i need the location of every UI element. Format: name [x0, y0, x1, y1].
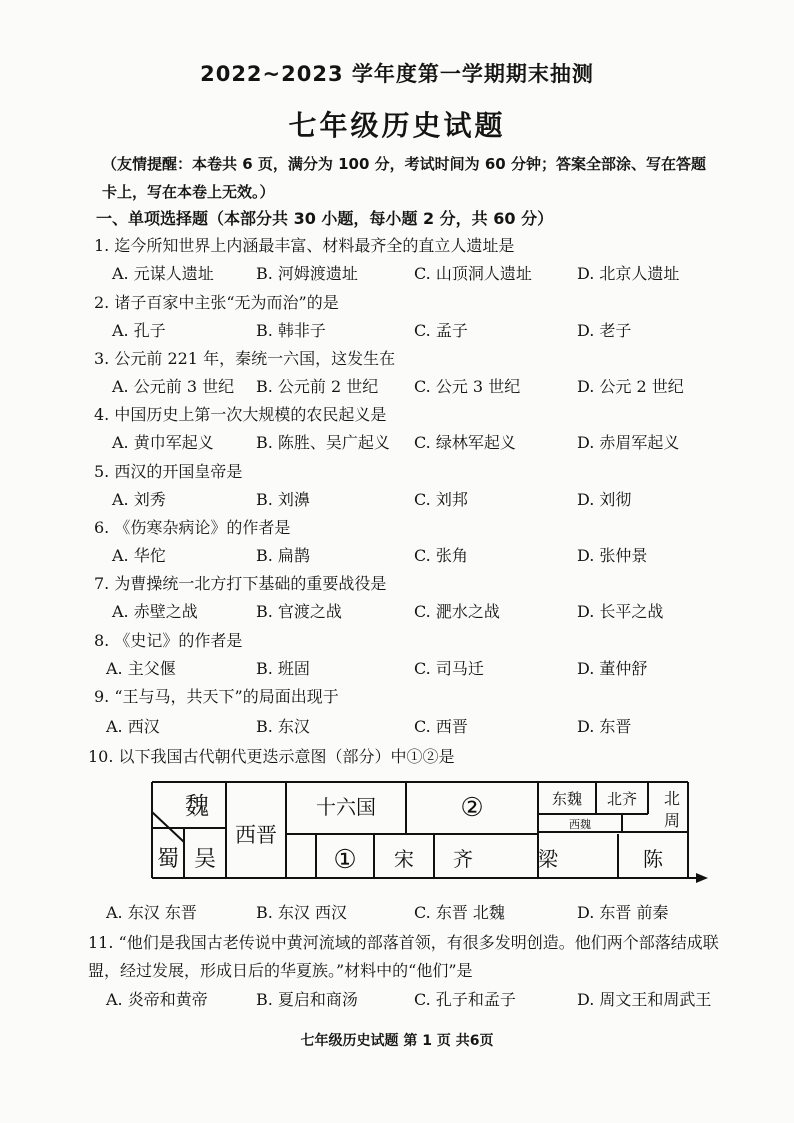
option-b: B. 刘濞 — [256, 490, 310, 509]
option-b: B. 扁鹊 — [256, 546, 310, 565]
option-a: A. 西汉 — [106, 717, 160, 736]
option-a: A. 东汉 东晋 — [106, 903, 197, 922]
dynasty-succession-diagram — [140, 778, 710, 888]
option-a: A. 孔子 — [112, 321, 166, 340]
option-b: B. 东汉 — [256, 717, 310, 736]
label-chen: 陈 — [643, 847, 663, 871]
marker-2: ② — [460, 793, 484, 823]
option-a: A. 公元前 3 世纪 — [112, 377, 235, 396]
page-footer: 七年级历史试题 第 1 页 共6页 — [300, 1033, 494, 1049]
label-dongwei: 东魏 — [551, 790, 583, 808]
option-d: D. 东晋 — [577, 717, 632, 736]
option-c: C. 山顶洞人遗址 — [414, 264, 532, 283]
option-a: A. 赤壁之战 — [112, 602, 198, 621]
subject-title: 七年级历史试题 — [288, 109, 506, 142]
option-d: D. 赤眉军起义 — [577, 433, 680, 452]
option-b: B. 东汉 西汉 — [256, 903, 348, 922]
option-d: D. 周文王和周武王 — [577, 990, 712, 1009]
question-stem: 1. 迄今所知世界上内涵最丰富、材料最齐全的直立人遗址是 — [94, 236, 515, 255]
exam-title: 2022~2023 学年度第一学期期末抽测 — [200, 62, 594, 86]
option-c: C. 孔子和孟子 — [414, 990, 516, 1009]
option-c: C. 东晋 北魏 — [414, 903, 505, 922]
option-b: B. 公元前 2 世纪 — [256, 377, 379, 396]
question-stem: 10. 以下我国古代朝代更迭示意图（部分）中①②是 — [88, 747, 455, 766]
option-b: B. 韩非子 — [256, 321, 326, 340]
option-c: C. 孟子 — [414, 321, 468, 340]
option-a: A. 华佗 — [112, 546, 166, 565]
option-a: A. 炎帝和黄帝 — [106, 990, 208, 1009]
label-xiwei: 西魏 — [569, 818, 591, 831]
label-xijin: 西晋 — [235, 823, 277, 847]
question-stem: 4. 中国历史上第一次大规模的农民起义是 — [94, 405, 387, 424]
question-stem: 5. 西汉的开国皇帝是 — [94, 462, 243, 481]
exam-notice: （友情提醒：本卷共 6 页，满分为 100 分，考试时间为 60 分钟；答案全部涂、写在答题卡上，写在本卷上无效。） — [102, 155, 706, 201]
option-d: D. 张仲景 — [577, 546, 648, 565]
option-b: B. 官渡之战 — [256, 602, 342, 621]
option-d: D. 公元 2 世纪 — [577, 377, 684, 396]
label-shu: 蜀 — [156, 847, 180, 872]
question-stem: 2. 诸子百家中主张“无为而治”的是 — [94, 293, 339, 312]
question-stem: 8. 《史记》的作者是 — [94, 631, 243, 650]
label-wu: 吴 — [193, 847, 217, 872]
label-wei: 魏 — [185, 792, 209, 820]
option-d: D. 北京人遗址 — [577, 264, 680, 283]
option-c: C. 绿林军起义 — [414, 433, 516, 452]
option-d: D. 老子 — [577, 321, 632, 340]
option-c: C. 淝水之战 — [414, 602, 500, 621]
option-d: D. 董仲舒 — [577, 659, 648, 678]
option-b: B. 夏启和商汤 — [256, 990, 358, 1009]
option-d: D. 刘彻 — [577, 490, 632, 509]
section-heading: 一、单项选择题（本部分共 30 小题，每小题 2 分，共 60 分） — [96, 209, 554, 228]
question-stem: 9. “王与马，共天下”的局面出现于 — [94, 687, 339, 706]
question-stem: 7. 为曹操统一北方打下基础的重要战役是 — [94, 574, 387, 593]
option-a: A. 刘秀 — [112, 490, 166, 509]
label-zhou: 周 — [663, 811, 681, 830]
option-a: A. 主父偃 — [106, 659, 176, 678]
option-b: B. 河姆渡遗址 — [256, 264, 358, 283]
question-stem: 11. “他们是我国古老传说中黄河流域的部落首领，有很多发明创造。他们两个部落结成联盟，经过发展，形成日后的华夏族。”材料中的“他们”是 — [88, 933, 719, 980]
label-bei: 北 — [663, 789, 681, 808]
label-beiqi: 北齐 — [606, 790, 638, 808]
option-c: C. 公元 3 世纪 — [414, 377, 521, 396]
option-c: C. 刘邦 — [414, 490, 468, 509]
label-shiliuguo: 十六国 — [316, 795, 376, 819]
question-stem: 6. 《伤寒杂病论》的作者是 — [94, 518, 291, 537]
option-c: C. 张角 — [414, 546, 468, 565]
option-b: B. 陈胜、吴广起义 — [256, 433, 390, 452]
option-d: D. 东晋 前秦 — [577, 903, 669, 922]
question-stem: 3. 公元前 221 年，秦统一六国，这发生在 — [94, 349, 396, 368]
marker-1: ① — [333, 845, 357, 875]
label-liang: 梁 — [538, 847, 558, 871]
label-qi: 齐 — [453, 847, 473, 871]
option-b: B. 班固 — [256, 659, 310, 678]
option-a: A. 黄巾军起义 — [112, 433, 214, 452]
option-c: C. 司马迁 — [414, 659, 484, 678]
label-song: 宋 — [394, 847, 414, 871]
option-d: D. 长平之战 — [577, 602, 664, 621]
option-c: C. 西晋 — [414, 717, 468, 736]
option-a: A. 元谋人遗址 — [112, 264, 214, 283]
